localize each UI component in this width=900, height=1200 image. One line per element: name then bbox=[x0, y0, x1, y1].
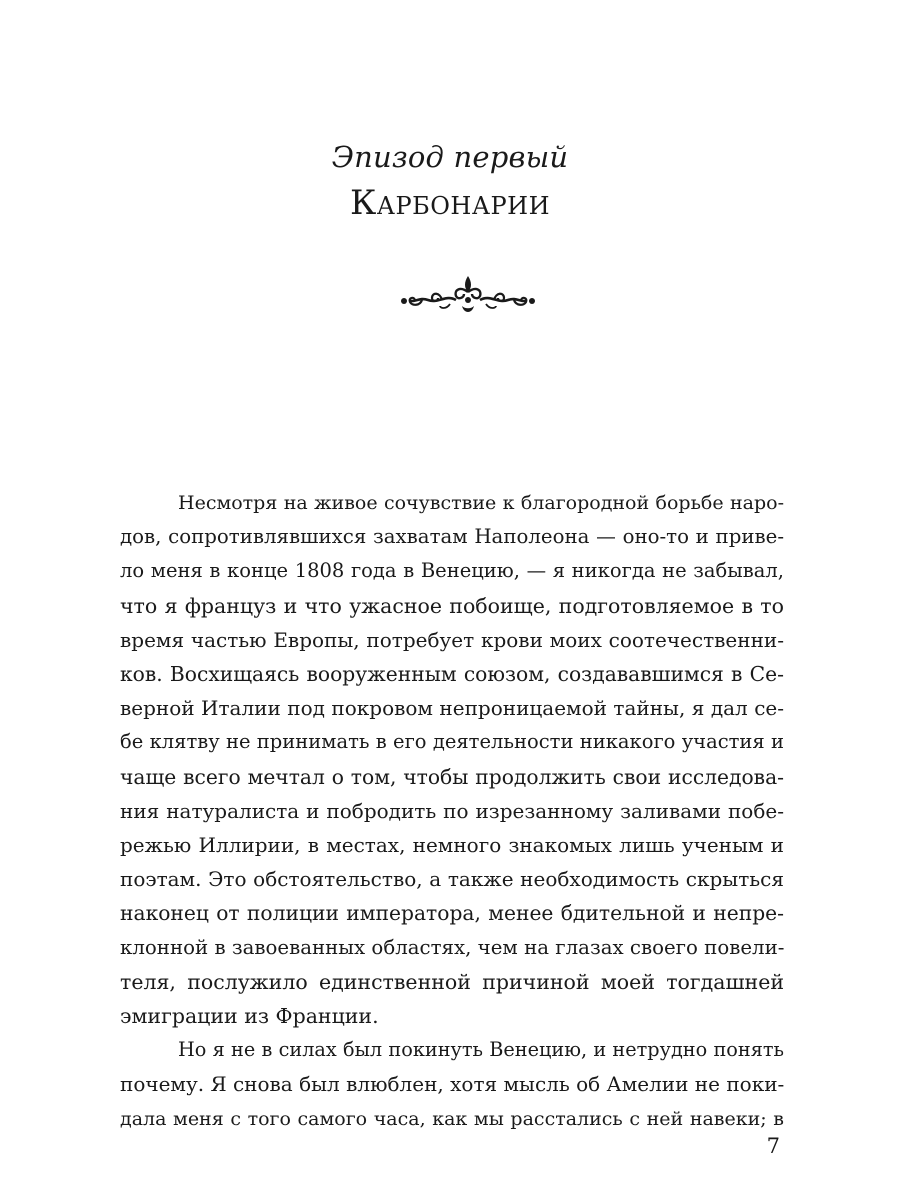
text-line: верной Италии под покровом непроницаемой тайны, я дал се- bbox=[120, 696, 784, 721]
floral-divider-icon bbox=[398, 270, 538, 318]
text-line: бе клятву не принимать в его деятельности никакого участия и bbox=[120, 730, 784, 754]
text-line: ков. Восхищаясь вооруженным союзом, создававшимся в Се- bbox=[120, 662, 784, 687]
text-line: дов, сопротивлявшихся захватам Наполеона — оно-то и приве- bbox=[120, 525, 784, 549]
text-line: наконец от полиции императора, менее бдительной и непре- bbox=[120, 901, 784, 926]
text-line: почему. Я снова был влюблен, хотя мысль об Амелии не поки- bbox=[120, 1072, 785, 1097]
text-line: что я француз и что ужасное побоище, подготовляемое в то bbox=[120, 593, 784, 618]
chapter-title: Карбонарии bbox=[349, 183, 551, 223]
text-line: Несмотря на живое сочувствие к благородной борьбе наро- bbox=[178, 492, 784, 514]
text-line: время частью Европы, потребует крови моих соотечественни- bbox=[120, 627, 784, 652]
text-line: дала меня с того самого часа, как мы расстались с ней навеки; в bbox=[120, 1107, 784, 1130]
text-line: режью Иллирии, в местах, немного знакомых лишь ученым и bbox=[120, 833, 784, 858]
text-line: Но я не в силах был покинуть Венецию, и нетрудно понять bbox=[178, 1038, 784, 1062]
text-line: ло меня в конце 1808 года в Венецию, — я никогда не забывал, bbox=[120, 559, 784, 583]
text-line: теля, послужило единственной причиной моей тогдашней bbox=[120, 969, 784, 994]
text-line: поэтам. Это обстоятельство, а также необходимость скрыться bbox=[120, 867, 784, 892]
paragraph-2 bbox=[120, 1033, 784, 1136]
page-number: 7 bbox=[766, 1134, 780, 1158]
text-line: эмиграции из Франции. bbox=[120, 1004, 379, 1029]
chapter-subtitle: Эпизод первый bbox=[331, 140, 569, 174]
paragraph-1 bbox=[120, 486, 784, 1033]
text-line: ния натуралиста и побродить по изрезанному заливами побе- bbox=[120, 798, 784, 823]
text-line: чаще всего мечтал о том, чтобы продолжить свои исследова- bbox=[120, 764, 784, 789]
body-text bbox=[120, 486, 784, 1136]
text-line: клонной в завоеванных областях, чем на глазах своего повели- bbox=[120, 935, 785, 959]
